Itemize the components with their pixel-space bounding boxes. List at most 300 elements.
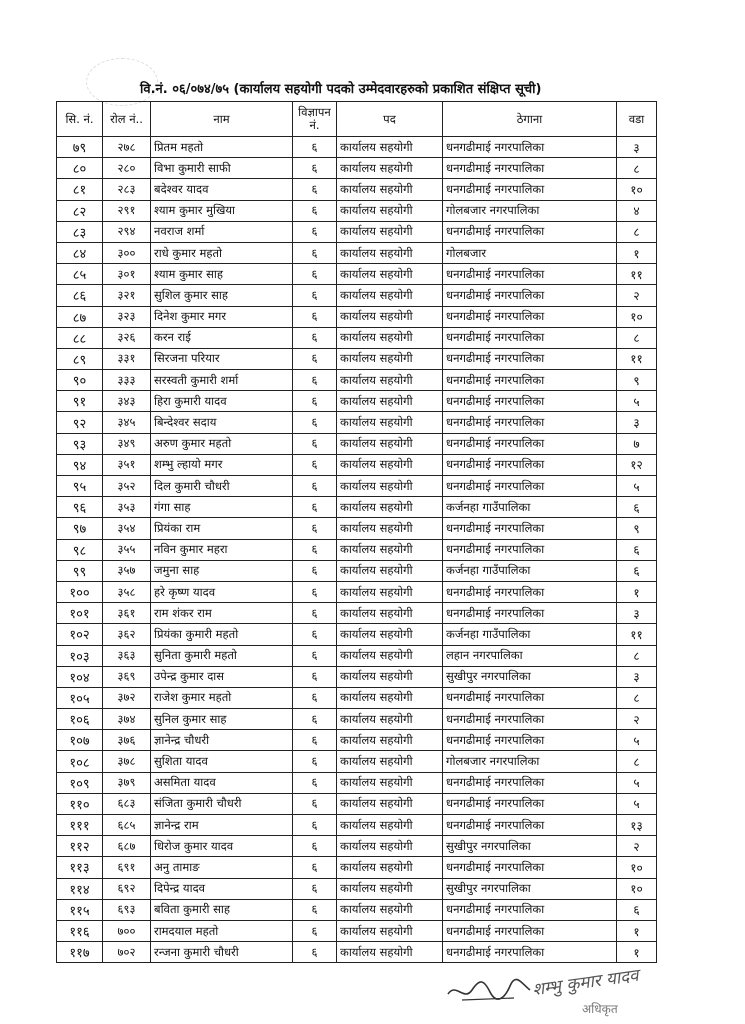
cell-serial-number: ९६ (57, 497, 103, 518)
cell-advertisement-number: ६ (293, 560, 337, 581)
cell-ward: ५ (617, 772, 657, 793)
cell-address: धनगढीमाई नगरपालिका (443, 730, 617, 751)
cell-ward: ४ (617, 200, 657, 221)
cell-roll-number: ७०२ (103, 942, 151, 963)
cell-address: धनगढीमाई नगरपालिका (443, 264, 617, 285)
cell-serial-number: १११ (57, 815, 103, 836)
table-row (57, 348, 657, 369)
cell-ward: ८ (617, 221, 657, 242)
cell-ward: ३ (617, 666, 657, 687)
cell-post: कार्यालय सहयोगी (337, 730, 443, 751)
cell-advertisement-number: ६ (293, 476, 337, 497)
table-row (57, 624, 657, 645)
cell-name: बदेश्वर यादव (151, 179, 293, 200)
cell-name: राजेश कुमार महतो (151, 687, 293, 708)
cell-advertisement-number: ६ (293, 899, 337, 920)
cell-name: हिरा कुमारी यादव (151, 391, 293, 412)
cell-ward: २ (617, 709, 657, 730)
header-advertisement-number: विज्ञापन नं. (293, 102, 337, 137)
table-row (57, 836, 657, 857)
cell-ward: ९ (617, 518, 657, 539)
document-title: वि.नं. ०६/०७४/७५ (कार्यालय सहयोगी पदको उम्मेदवारहरुको प्रकाशित संक्षिप्त सूची) (140, 82, 542, 97)
cell-advertisement-number: ६ (293, 624, 337, 645)
cell-post: कार्यालय सहयोगी (337, 137, 443, 158)
cell-ward: ११ (617, 348, 657, 369)
cell-advertisement-number: ६ (293, 306, 337, 327)
cell-post: कार्यालय सहयोगी (337, 687, 443, 708)
cell-serial-number: ८४ (57, 242, 103, 263)
signature-block (444, 965, 674, 1024)
cell-advertisement-number: ६ (293, 603, 337, 624)
cell-name: सिरजना परियार (151, 348, 293, 369)
table-row (57, 412, 657, 433)
cell-advertisement-number: ६ (293, 645, 337, 666)
cell-serial-number: ७९ (57, 137, 103, 158)
cell-ward: ५ (617, 476, 657, 497)
cell-serial-number: १०३ (57, 645, 103, 666)
cell-post: कार्यालय सहयोगी (337, 624, 443, 645)
cell-post: कार्यालय सहयोगी (337, 603, 443, 624)
cell-roll-number: ३६१ (103, 603, 151, 624)
cell-name: दिपेन्द्र यादव (151, 878, 293, 899)
cell-roll-number: ३२३ (103, 306, 151, 327)
cell-advertisement-number: ६ (293, 857, 337, 878)
cell-roll-number: ३५३ (103, 497, 151, 518)
cell-serial-number: १०० (57, 581, 103, 602)
cell-name: सुशिता यादव (151, 751, 293, 772)
header-post: पद (337, 102, 443, 137)
table-row (57, 179, 657, 200)
cell-roll-number: ३७६ (103, 730, 151, 751)
signatory-title: अधिकृत (582, 1002, 618, 1016)
table-row (57, 878, 657, 899)
cell-ward: ११ (617, 624, 657, 645)
cell-post: कार्यालय सहयोगी (337, 242, 443, 263)
cell-advertisement-number: ६ (293, 709, 337, 730)
cell-post: कार्यालय सहयोगी (337, 815, 443, 836)
cell-roll-number: ३०० (103, 242, 151, 263)
header-name: नाम (151, 102, 293, 137)
cell-roll-number: २९४ (103, 221, 151, 242)
cell-address: धनगढीमाई नगरपालिका (443, 899, 617, 920)
cell-ward: ७ (617, 433, 657, 454)
cell-roll-number: ३५१ (103, 454, 151, 475)
table-row (57, 137, 657, 158)
table-row (57, 793, 657, 814)
cell-ward: ६ (617, 899, 657, 920)
cell-ward: ६ (617, 539, 657, 560)
cell-roll-number: ३४५ (103, 412, 151, 433)
cell-ward: ६ (617, 497, 657, 518)
cell-post: कार्यालय सहयोगी (337, 518, 443, 539)
cell-serial-number: ९३ (57, 433, 103, 454)
table-row (57, 666, 657, 687)
cell-roll-number: ३३१ (103, 348, 151, 369)
cell-advertisement-number: ६ (293, 687, 337, 708)
cell-ward: ८ (617, 158, 657, 179)
cell-roll-number: २९१ (103, 200, 151, 221)
table-row (57, 687, 657, 708)
cell-serial-number: १०८ (57, 751, 103, 772)
cell-post: कार्यालय सहयोगी (337, 306, 443, 327)
cell-roll-number: ३४९ (103, 433, 151, 454)
cell-address: सुखीपुर नगरपालिका (443, 878, 617, 899)
cell-name: सुनिल कुमार साह (151, 709, 293, 730)
cell-name: राम शंकर राम (151, 603, 293, 624)
cell-ward: ११ (617, 264, 657, 285)
cell-post: कार्यालय सहयोगी (337, 285, 443, 306)
table-row (57, 370, 657, 391)
cell-advertisement-number: ६ (293, 433, 337, 454)
cell-serial-number: ८८ (57, 327, 103, 348)
cell-name: गंगा साह (151, 497, 293, 518)
cell-serial-number: १०५ (57, 687, 103, 708)
cell-address: धनगढीमाई नगरपालिका (443, 942, 617, 963)
cell-post: कार्यालय सहयोगी (337, 560, 443, 581)
cell-serial-number: ८६ (57, 285, 103, 306)
cell-address: सुखीपुर नगरपालिका (443, 666, 617, 687)
cell-roll-number: ३५७ (103, 560, 151, 581)
cell-name: बिन्देश्वर सदाय (151, 412, 293, 433)
table-header-row (57, 102, 657, 137)
cell-advertisement-number: ६ (293, 412, 337, 433)
cell-advertisement-number: ६ (293, 836, 337, 857)
cell-ward: २ (617, 836, 657, 857)
table-row (57, 603, 657, 624)
cell-serial-number: ९७ (57, 518, 103, 539)
table-row (57, 920, 657, 941)
cell-advertisement-number: ६ (293, 200, 337, 221)
cell-address: धनगढीमाई नगरपालिका (443, 348, 617, 369)
header-address: ठेगाना (443, 102, 617, 137)
cell-serial-number: ८० (57, 158, 103, 179)
cell-roll-number: २७८ (103, 137, 151, 158)
table-row (57, 709, 657, 730)
cell-post: कार्यालय सहयोगी (337, 391, 443, 412)
table-row (57, 391, 657, 412)
cell-ward: ९ (617, 370, 657, 391)
cell-serial-number: १०९ (57, 772, 103, 793)
cell-address: कर्जनहा गाउँपालिका (443, 624, 617, 645)
cell-name: अनु तामाङ (151, 857, 293, 878)
table-row (57, 518, 657, 539)
cell-address: धनगढीमाई नगरपालिका (443, 815, 617, 836)
cell-post: कार्यालय सहयोगी (337, 539, 443, 560)
cell-serial-number: ११६ (57, 920, 103, 941)
cell-serial-number: १०४ (57, 666, 103, 687)
table-row (57, 815, 657, 836)
cell-roll-number: ३७८ (103, 751, 151, 772)
cell-address: धनगढीमाई नगरपालिका (443, 687, 617, 708)
cell-serial-number: ११३ (57, 857, 103, 878)
cell-address: धनगढीमाई नगरपालिका (443, 603, 617, 624)
table-row (57, 497, 657, 518)
cell-roll-number: ३४३ (103, 391, 151, 412)
candidate-list-table (56, 101, 657, 963)
cell-ward: ६ (617, 560, 657, 581)
cell-roll-number: ६८३ (103, 793, 151, 814)
cell-roll-number: २८३ (103, 179, 151, 200)
table-body (57, 137, 657, 963)
cell-post: कार्यालय सहयोगी (337, 497, 443, 518)
cell-ward: ८ (617, 645, 657, 666)
cell-advertisement-number: ६ (293, 518, 337, 539)
cell-serial-number: १०१ (57, 603, 103, 624)
cell-ward: ३ (617, 137, 657, 158)
cell-roll-number: ३७९ (103, 772, 151, 793)
cell-name: करन राई (151, 327, 293, 348)
cell-post: कार्यालय सहयोगी (337, 327, 443, 348)
cell-advertisement-number: ६ (293, 539, 337, 560)
table-row (57, 221, 657, 242)
header-roll-number: रोल नं.. (103, 102, 151, 137)
table-row (57, 242, 657, 263)
cell-advertisement-number: ६ (293, 285, 337, 306)
cell-ward: १ (617, 942, 657, 963)
cell-ward: १ (617, 920, 657, 941)
cell-advertisement-number: ६ (293, 264, 337, 285)
cell-serial-number: ११० (57, 793, 103, 814)
cell-name: अरुण कुमार महतो (151, 433, 293, 454)
table-row (57, 772, 657, 793)
cell-address: धनगढीमाई नगरपालिका (443, 179, 617, 200)
cell-serial-number: ९४ (57, 454, 103, 475)
cell-advertisement-number: ६ (293, 666, 337, 687)
cell-name: जमुना साह (151, 560, 293, 581)
cell-serial-number: ११५ (57, 899, 103, 920)
cell-post: कार्यालय सहयोगी (337, 709, 443, 730)
cell-ward: १० (617, 878, 657, 899)
cell-serial-number: ८१ (57, 179, 103, 200)
cell-address: धनगढीमाई नगरपालिका (443, 857, 617, 878)
cell-advertisement-number: ६ (293, 581, 337, 602)
cell-name: श्याम कुमार साह (151, 264, 293, 285)
cell-address: धनगढीमाई नगरपालिका (443, 518, 617, 539)
cell-name: रामदयाल महतो (151, 920, 293, 941)
cell-post: कार्यालय सहयोगी (337, 793, 443, 814)
cell-advertisement-number: ६ (293, 815, 337, 836)
cell-advertisement-number: ६ (293, 772, 337, 793)
cell-address: धनगढीमाई नगरपालिका (443, 391, 617, 412)
cell-address: धनगढीमाई नगरपालिका (443, 581, 617, 602)
cell-roll-number: ३७४ (103, 709, 151, 730)
cell-ward: १० (617, 857, 657, 878)
cell-advertisement-number: ६ (293, 942, 337, 963)
cell-roll-number: ६९३ (103, 899, 151, 920)
cell-advertisement-number: ६ (293, 327, 337, 348)
cell-advertisement-number: ६ (293, 391, 337, 412)
handwritten-signature-icon (444, 972, 534, 1012)
cell-name: सुनिता कुमारी महतो (151, 645, 293, 666)
cell-address: गोलबजार (443, 242, 617, 263)
cell-post: कार्यालय सहयोगी (337, 666, 443, 687)
cell-ward: ३ (617, 412, 657, 433)
cell-name: प्रियंका राम (151, 518, 293, 539)
cell-roll-number: ६९१ (103, 857, 151, 878)
table-row (57, 857, 657, 878)
table-row (57, 476, 657, 497)
cell-post: कार्यालय सहयोगी (337, 433, 443, 454)
cell-address: लहान नगरपालिका (443, 645, 617, 666)
table-row (57, 539, 657, 560)
cell-post: कार्यालय सहयोगी (337, 264, 443, 285)
cell-address: धनगढीमाई नगरपालिका (443, 137, 617, 158)
cell-name: श्याम कुमार मुखिया (151, 200, 293, 221)
cell-name: ज्ञानेन्द्र राम (151, 815, 293, 836)
signatory-name: शम्भु कुमार यादव (531, 965, 640, 1001)
cell-serial-number: ११४ (57, 878, 103, 899)
cell-advertisement-number: ६ (293, 497, 337, 518)
cell-name: दिनेश कुमार मगर (151, 306, 293, 327)
cell-advertisement-number: ६ (293, 793, 337, 814)
cell-post: कार्यालय सहयोगी (337, 179, 443, 200)
cell-ward: ८ (617, 751, 657, 772)
cell-serial-number: ८२ (57, 200, 103, 221)
cell-name: दिल कुमारी चौधरी (151, 476, 293, 497)
cell-roll-number: ३३३ (103, 370, 151, 391)
cell-serial-number: ९२ (57, 412, 103, 433)
table-row (57, 730, 657, 751)
cell-address: धनगढीमाई नगरपालिका (443, 793, 617, 814)
cell-roll-number: ६८५ (103, 815, 151, 836)
cell-roll-number: ३२६ (103, 327, 151, 348)
cell-ward: १३ (617, 815, 657, 836)
cell-address: कर्जनहा गाउँपालिका (443, 497, 617, 518)
cell-address: धनगढीमाई नगरपालिका (443, 433, 617, 454)
cell-name: सरस्वती कुमारी शर्मा (151, 370, 293, 391)
cell-serial-number: ८९ (57, 348, 103, 369)
cell-post: कार्यालय सहयोगी (337, 899, 443, 920)
cell-address: धनगढीमाई नगरपालिका (443, 221, 617, 242)
cell-address: धनगढीमाई नगरपालिका (443, 772, 617, 793)
cell-address: गोलबजार नगरपालिका (443, 200, 617, 221)
cell-advertisement-number: ६ (293, 137, 337, 158)
cell-serial-number: १०६ (57, 709, 103, 730)
table-row (57, 158, 657, 179)
cell-ward: ३ (617, 603, 657, 624)
cell-post: कार्यालय सहयोगी (337, 348, 443, 369)
cell-serial-number: ११७ (57, 942, 103, 963)
cell-post: कार्यालय सहयोगी (337, 920, 443, 941)
cell-post: कार्यालय सहयोगी (337, 836, 443, 857)
cell-advertisement-number: ६ (293, 730, 337, 751)
cell-roll-number: ३५२ (103, 476, 151, 497)
cell-roll-number: ६९२ (103, 878, 151, 899)
cell-roll-number: ३७२ (103, 687, 151, 708)
cell-address: कर्जनहा गाउँपालिका (443, 560, 617, 581)
cell-advertisement-number: ६ (293, 878, 337, 899)
cell-post: कार्यालय सहयोगी (337, 581, 443, 602)
cell-ward: ५ (617, 391, 657, 412)
cell-advertisement-number: ६ (293, 179, 337, 200)
cell-serial-number: ८५ (57, 264, 103, 285)
cell-post: कार्यालय सहयोगी (337, 772, 443, 793)
cell-address: धनगढीमाई नगरपालिका (443, 285, 617, 306)
cell-post: कार्यालय सहयोगी (337, 200, 443, 221)
table-row (57, 899, 657, 920)
table-row (57, 751, 657, 772)
cell-ward: ५ (617, 730, 657, 751)
table-row (57, 264, 657, 285)
cell-name: संजिता कुमारी चौधरी (151, 793, 293, 814)
cell-address: धनगढीमाई नगरपालिका (443, 370, 617, 391)
cell-ward: १० (617, 179, 657, 200)
cell-roll-number: ६८७ (103, 836, 151, 857)
cell-address: धनगढीमाई नगरपालिका (443, 454, 617, 475)
table-row (57, 581, 657, 602)
cell-post: कार्यालय सहयोगी (337, 645, 443, 666)
table-row (57, 306, 657, 327)
cell-ward: ८ (617, 687, 657, 708)
cell-serial-number: १०७ (57, 730, 103, 751)
cell-post: कार्यालय सहयोगी (337, 454, 443, 475)
cell-serial-number: ८३ (57, 221, 103, 242)
table-row (57, 285, 657, 306)
table-row (57, 433, 657, 454)
cell-roll-number: ३६३ (103, 645, 151, 666)
cell-ward: १२ (617, 454, 657, 475)
table-row (57, 560, 657, 581)
cell-name: सुशिल कुमार साह (151, 285, 293, 306)
cell-name: उपेन्द्र कुमार दास (151, 666, 293, 687)
cell-address: धनगढीमाई नगरपालिका (443, 158, 617, 179)
cell-advertisement-number: ६ (293, 920, 337, 941)
cell-name: हरे कृष्ण यादव (151, 581, 293, 602)
cell-roll-number: ७०० (103, 920, 151, 941)
cell-address: गोलबजार नगरपालिका (443, 751, 617, 772)
cell-name: बविता कुमारी साह (151, 899, 293, 920)
cell-address: धनगढीमाई नगरपालिका (443, 539, 617, 560)
table-row (57, 645, 657, 666)
cell-roll-number: ३५८ (103, 581, 151, 602)
cell-name: रन्जना कुमारी चौधरी (151, 942, 293, 963)
cell-address: धनगढीमाई नगरपालिका (443, 327, 617, 348)
cell-advertisement-number: ६ (293, 221, 337, 242)
cell-post: कार्यालय सहयोगी (337, 476, 443, 497)
cell-advertisement-number: ६ (293, 751, 337, 772)
cell-post: कार्यालय सहयोगी (337, 370, 443, 391)
cell-ward: ५ (617, 793, 657, 814)
cell-advertisement-number: ६ (293, 454, 337, 475)
cell-ward: १ (617, 581, 657, 602)
cell-advertisement-number: ६ (293, 158, 337, 179)
cell-roll-number: ३६९ (103, 666, 151, 687)
cell-name: नविन कुमार महरा (151, 539, 293, 560)
cell-serial-number: ९० (57, 370, 103, 391)
cell-name: धिरोज कुमार यादव (151, 836, 293, 857)
table-row (57, 454, 657, 475)
cell-address: धनगढीमाई नगरपालिका (443, 306, 617, 327)
cell-serial-number: ११२ (57, 836, 103, 857)
cell-roll-number: ३५४ (103, 518, 151, 539)
cell-name: ज्ञानेन्द्र चौधरी (151, 730, 293, 751)
cell-serial-number: ८७ (57, 306, 103, 327)
cell-post: कार्यालय सहयोगी (337, 942, 443, 963)
cell-post: कार्यालय सहयोगी (337, 751, 443, 772)
table-row (57, 200, 657, 221)
cell-serial-number: ९९ (57, 560, 103, 581)
cell-serial-number: १०२ (57, 624, 103, 645)
cell-ward: १० (617, 306, 657, 327)
cell-serial-number: ९८ (57, 539, 103, 560)
cell-name: प्रितम महतो (151, 137, 293, 158)
cell-address: धनगढीमाई नगरपालिका (443, 920, 617, 941)
cell-serial-number: ९१ (57, 391, 103, 412)
header-ward: वडा (617, 102, 657, 137)
cell-name: राधे कुमार महतो (151, 242, 293, 263)
cell-advertisement-number: ६ (293, 348, 337, 369)
cell-post: कार्यालय सहयोगी (337, 158, 443, 179)
